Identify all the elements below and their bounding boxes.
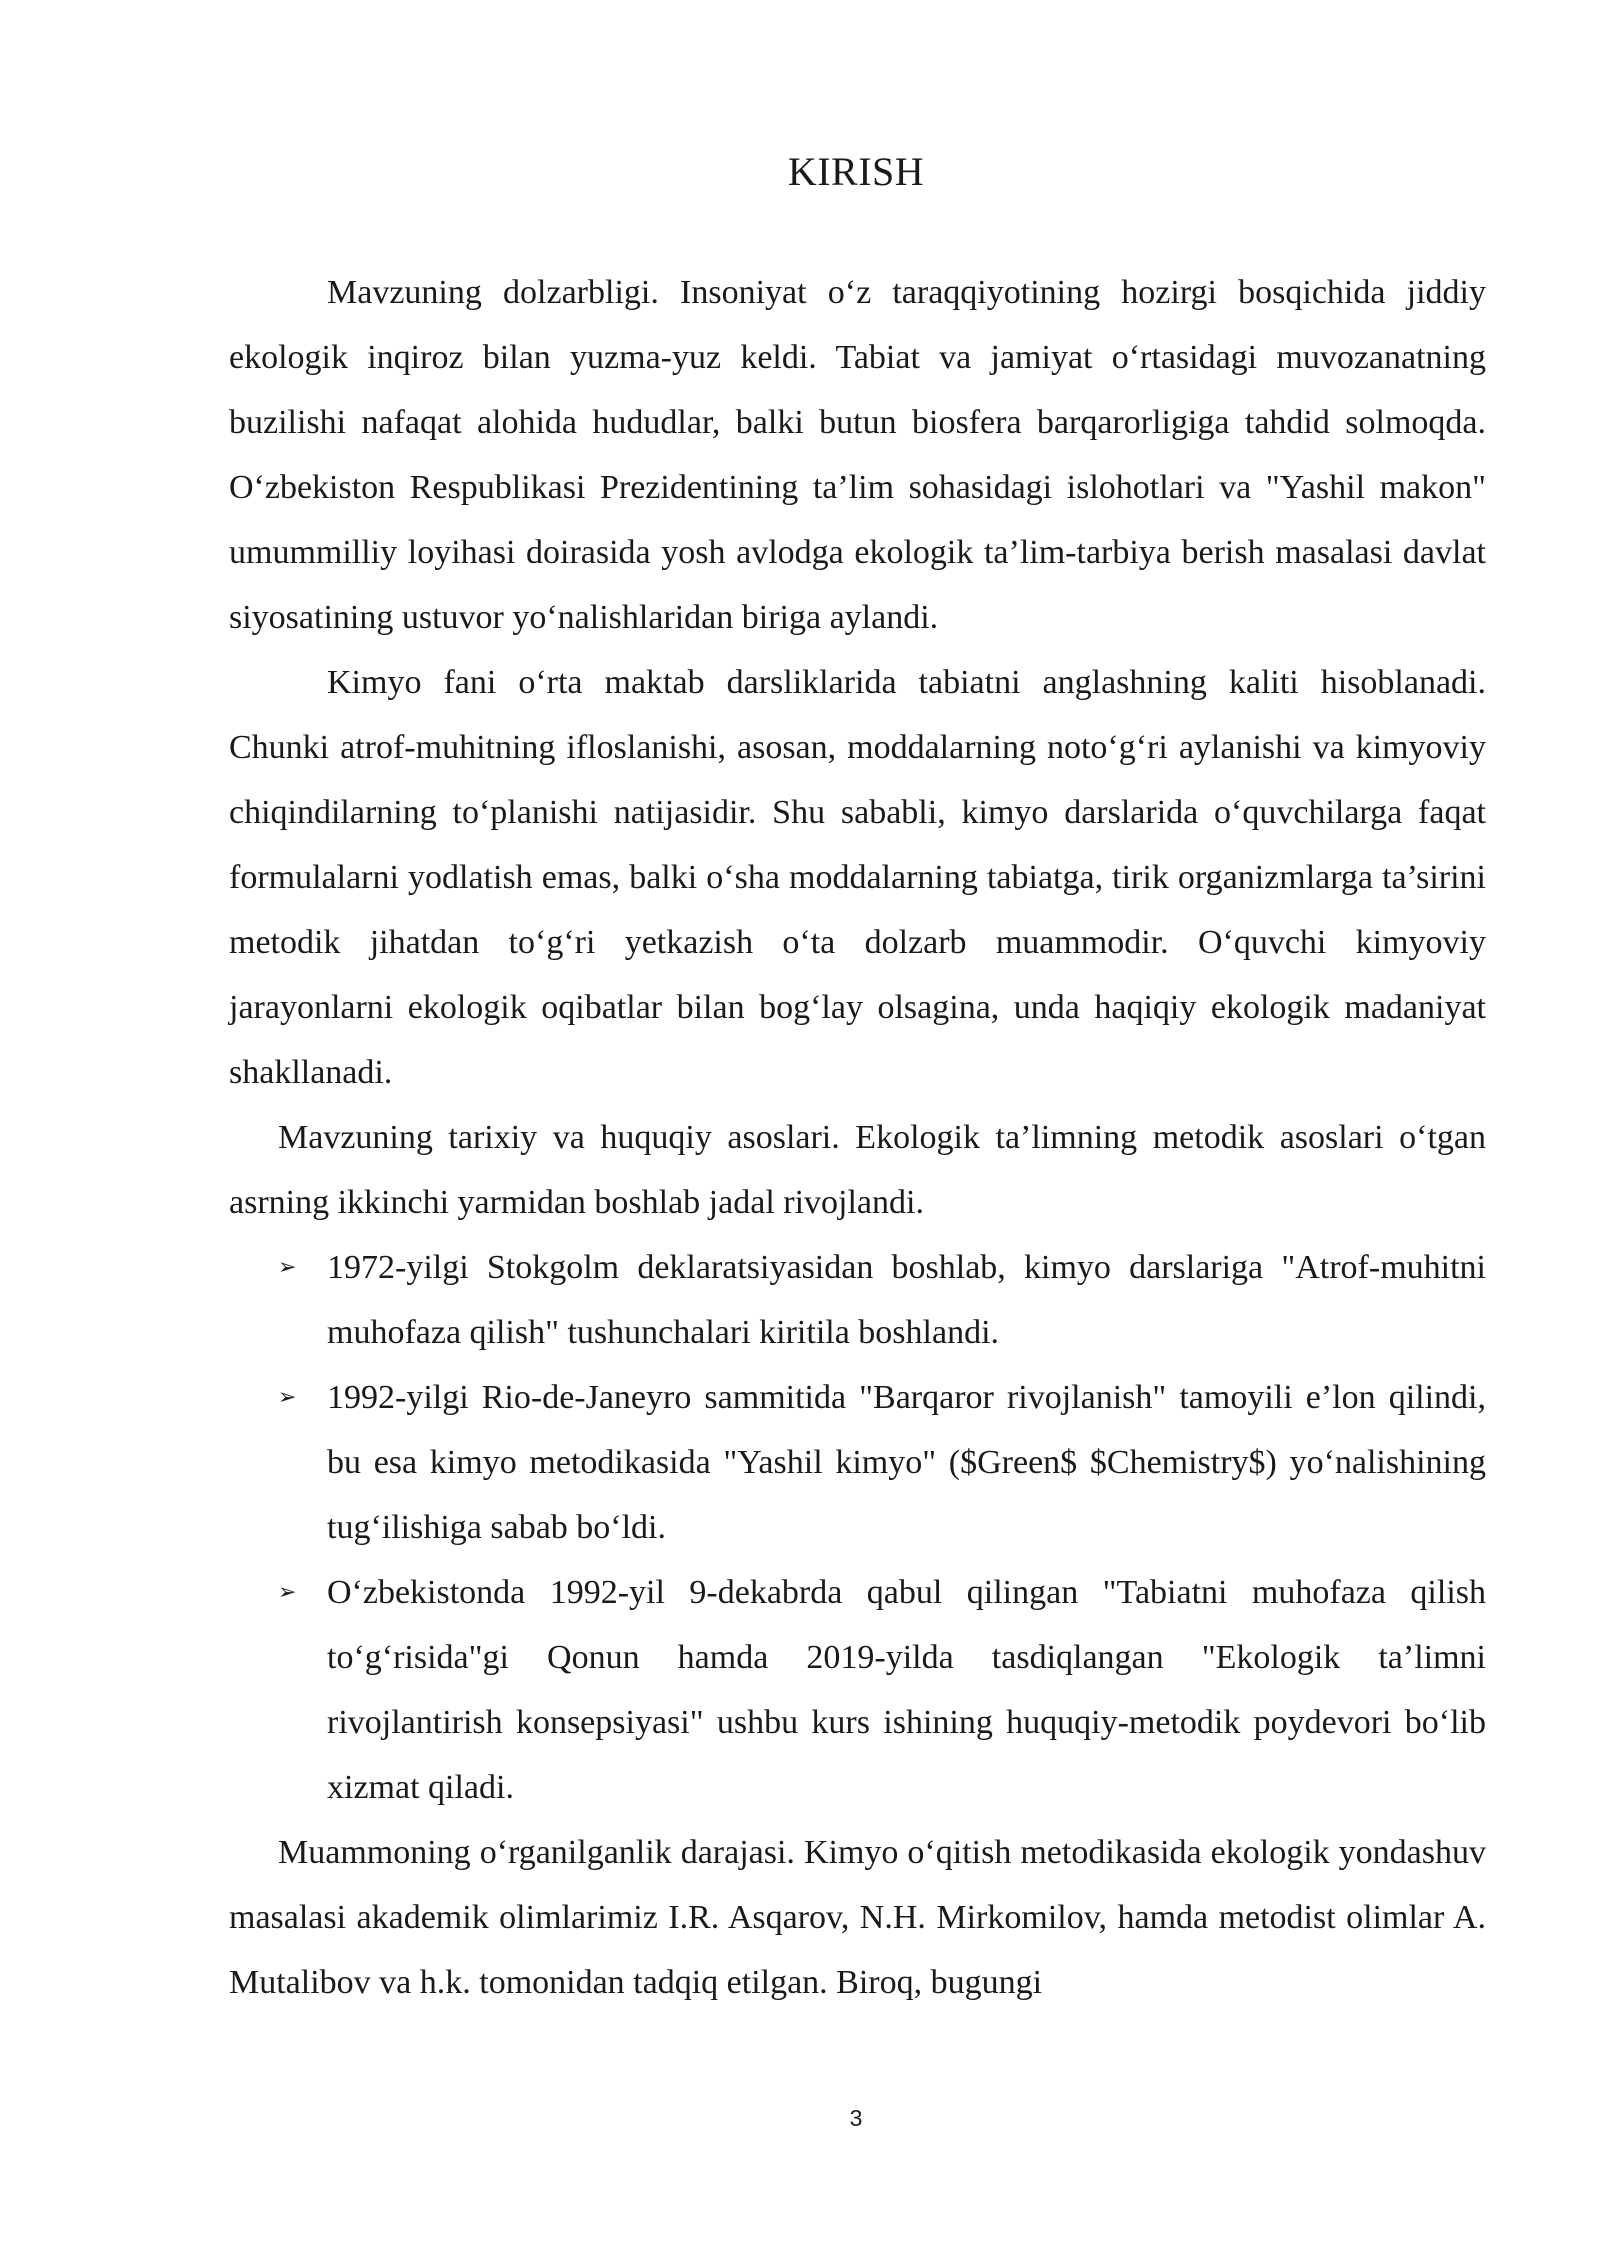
paragraph-chemistry: Kimyo fani o‘rta maktab darsliklarida tabiatni anglashning kaliti hisoblanadi. Chunki atrof-muhitning ifloslanishi, asosan, moddalarning noto‘g‘ri aylanishi va kimyoviy chiqindilarning to‘planishi natijasidir. Shu sababli, kimyo darslarida o‘quvchilarga faqat formulalarni yodlatish emas, balki o‘sha moddalarning tabiatga, tirik organizmlarga ta’sirini metodik jihatdan to‘g‘ri yetkazish o‘ta dolzarb muammodir. O‘quvchi kimyoviy jarayonlarni ekologik oqibatlar bilan bog‘lay olsagina, unda haqiqiy ekologik madaniyat shakllanadi. — [229, 664, 1486, 1091]
paragraph-relevance: Mavzuning dolzarbligi. Insoniyat o‘z taraqqiyotining hozirgi bosqichida jiddiy ekologik inqiroz bilan yuzma-yuz keldi. Tabiat va jamiyat o‘rtasidagi muvozanatning buzilishi nafaqat alohida hududlar, balki butun biosfera barqarorligiga tahdid solmoqda. O‘zbekiston Respublikasi Prezidentining ta’lim sohasidagi islohotlari va "Yashil makon" umummilliy loyihasi doirasida yosh avlodga ekologik ta’lim-tarbiya berish masalasi davlat siyosatining ustuvor yo‘nalishlaridan biriga aylandi. — [229, 274, 1486, 636]
list-item-text: 1972-yilgi Stokgolm deklaratsiyasidan boshlab, kimyo darslariga "Atrof-muhitni muhofaza qilish" tushunchalari kiritila boshlandi. — [327, 1249, 1486, 1351]
page-number: 3 — [849, 2105, 863, 2131]
paragraph-research-level: Muammoning o‘rganilganlik darajasi. Kimyo o‘qitish metodikasida ekologik yondashuv masalasi akademik olimlarimiz I.R. Asqarov, N.H. Mirkomilov, hamda metodist olimlar A. Mutalibov va h.k. tomonidan tadqiq etilgan. Biroq, bugungi — [229, 1834, 1486, 2001]
paragraph-history: Mavzuning tarixiy va huquqiy asoslari. Ekologik ta’limning metodik asoslari o‘tgan asrning ikkinchi yarmidan boshlab jadal rivojlandi. — [229, 1119, 1486, 1221]
bullet-list — [229, 1235, 1486, 1820]
list-item-text: 1992-yilgi Rio-de-Janeyro sammitida "Barqaror rivojlanish" tamoyili e’lon qilindi, bu esa kimyo metodikasida "Yashil kimyo" ($Green$ $Chemistry$) yo‘nalishining tug‘ilishiga sabab bo‘ldi. — [327, 1379, 1486, 1546]
page-title: KIRISH — [787, 149, 925, 194]
list-item — [229, 1235, 1486, 1365]
body-text — [229, 260, 1486, 2015]
arrow-bullet-icon: ➢ — [278, 1580, 297, 1605]
list-item-text: O‘zbekistonda 1992-yil 9-dekabrda qabul qilingan "Tabiatni muhofaza qilish to‘g‘risida"gi Qonun hamda 2019-yilda tasdiqlangan "Ekologik ta’limni rivojlantirish konsepsiyasi" ushbu kurs ishining huquqiy-metodik poydevori bo‘lib xizmat qiladi. — [327, 1574, 1486, 1806]
arrow-bullet-icon: ➢ — [278, 1385, 297, 1410]
list-item — [229, 1365, 1486, 1560]
arrow-bullet-icon: ➢ — [278, 1255, 297, 1280]
list-item — [229, 1560, 1486, 1820]
